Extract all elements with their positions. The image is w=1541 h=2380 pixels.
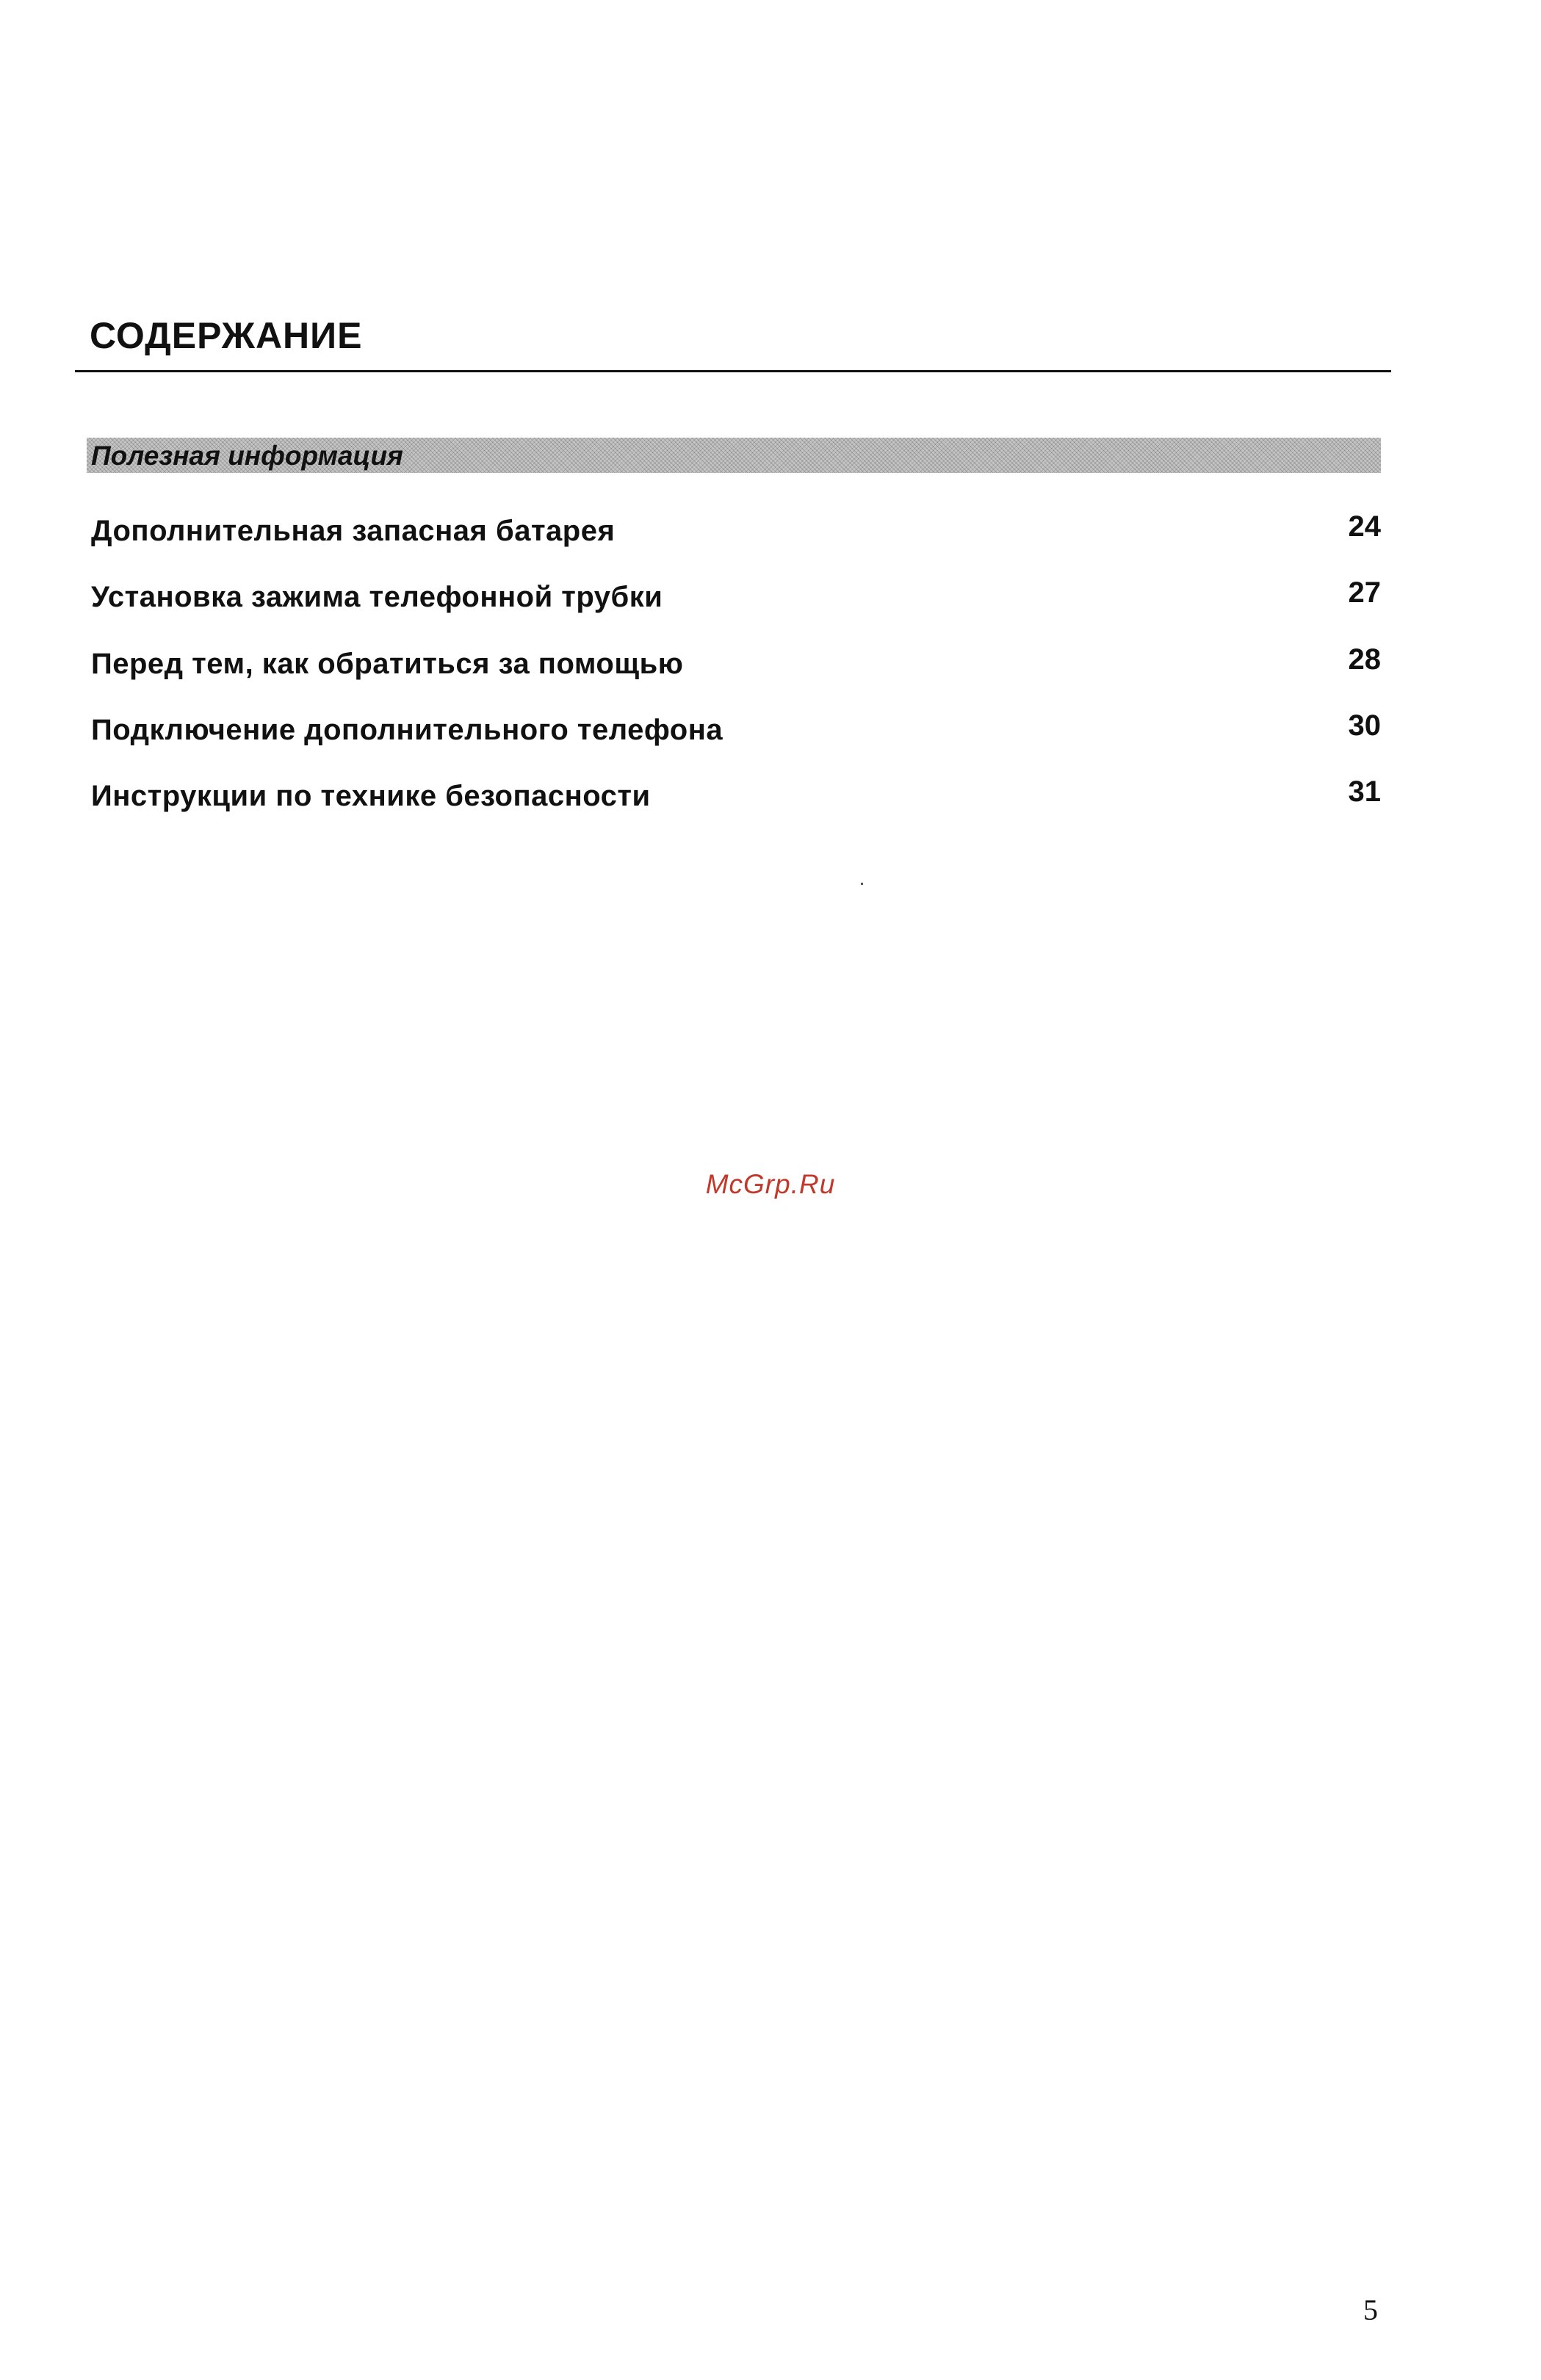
toc-entry xyxy=(91,573,1381,614)
toc-entry-page: 30 xyxy=(1348,709,1381,742)
toc-entry-title: Установка зажима телефонной трубки xyxy=(91,581,663,613)
page-title: СОДЕРЖАНИЕ xyxy=(90,315,363,356)
toc-entry xyxy=(91,706,1381,747)
toc-entry-page: 24 xyxy=(1348,510,1381,543)
watermark: McGrp.Ru xyxy=(705,1169,836,1199)
toc-entry xyxy=(91,507,1381,548)
toc-entry-title: Перед тем, как обратиться за помощью xyxy=(91,648,684,680)
toc-entry-title: Инструкции по технике безопасности xyxy=(91,780,651,812)
toc-entry-page: 28 xyxy=(1348,643,1381,676)
toc-entry xyxy=(91,640,1381,681)
page-number: 5 xyxy=(1363,2293,1378,2326)
toc-entry xyxy=(91,772,1381,813)
toc-entry-title: Дополнительная запасная батарея xyxy=(91,515,616,547)
section-header-band xyxy=(87,438,1381,473)
scan-speck xyxy=(861,883,863,885)
title-divider xyxy=(75,370,1391,372)
toc-entry-page: 27 xyxy=(1348,576,1381,609)
toc-entry-title: Подключение дополнительного телефона xyxy=(91,714,723,746)
toc-entry-page: 31 xyxy=(1348,775,1381,808)
section-header-label: Полезная информация xyxy=(91,441,403,471)
